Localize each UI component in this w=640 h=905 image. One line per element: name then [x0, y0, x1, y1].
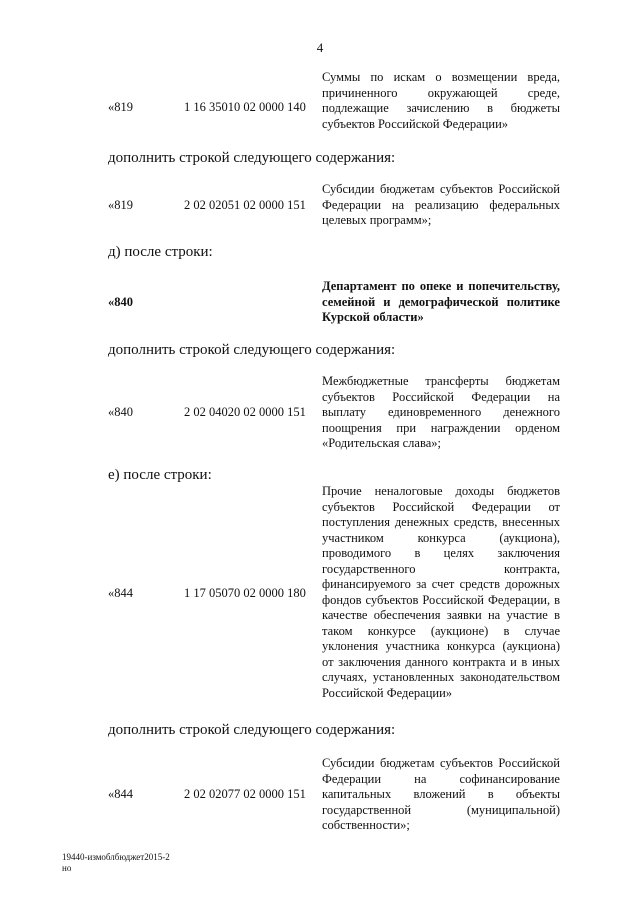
row-description: Департамент по опеке и попечительству, семейной и демографической политике Курской области»	[322, 279, 560, 324]
page-number: 4	[316, 40, 324, 55]
admin-code: «819	[108, 198, 133, 212]
footer-initials: но	[62, 863, 72, 873]
budget-code: 2 02 04020 02 0000 151	[184, 405, 306, 419]
budget-code: 1 17 05070 02 0000 180	[184, 586, 306, 600]
row-description: Субсидии бюджетам субъектов Российской Федерации на софинансирование капитальных вложений в объекты государственной (муниципальной) собственности»;	[322, 756, 560, 832]
admin-code: «844	[108, 586, 133, 600]
after-row-paragraph-d: д) после строки:	[108, 244, 213, 260]
budget-code: 2 02 02051 02 0000 151	[184, 198, 306, 212]
budget-code: 1 16 35010 02 0000 140	[184, 100, 306, 114]
budget-code: 2 02 02077 02 0000 151	[184, 787, 306, 801]
document-footer	[62, 852, 170, 874]
row-description: Субсидии бюджетам субъектов Российской Федерации на реализацию федеральных целевых программ»;	[322, 182, 560, 227]
admin-code: «840	[108, 295, 133, 309]
row-description: Межбюджетные трансферты бюджетам субъектов Российской Федерации на выплату единовременного денежного поощрения при награждении орденом «Родительская слава»;	[322, 374, 560, 450]
supplement-paragraph: дополнить строкой следующего содержания:	[108, 722, 396, 738]
admin-code: «840	[108, 405, 133, 419]
after-row-paragraph-e: е) после строки:	[108, 467, 212, 483]
supplement-paragraph: дополнить строкой следующего содержания:	[108, 150, 396, 166]
row-description: Суммы по искам о возмещении вреда, причиненного окружающей среде, подлежащие зачислению в бюджеты субъектов Российской Федерации»	[322, 70, 560, 131]
supplement-paragraph: дополнить строкой следующего содержания:	[108, 342, 396, 358]
admin-code: «844	[108, 787, 133, 801]
admin-code: «819	[108, 100, 133, 114]
footer-file-id: 19440-измоблбюджет2015-2	[62, 852, 170, 862]
row-description: Прочие неналоговые доходы бюджетов субъектов Российской Федерации от поступления денежных средств, внесенных участником конкурса (аукциона), проводимого в целях заключения государственного контракта, финансируемого за счет средств дорожных фондов субъектов Российской Федерации, в качестве обеспечения заявки на участие в таком конкурсе (аукционе) в случае уклонения участника конкурса (аукциона) от заключения данного контракта и в иных случаях, установленных законодательством Российской Федерации»	[322, 484, 560, 700]
